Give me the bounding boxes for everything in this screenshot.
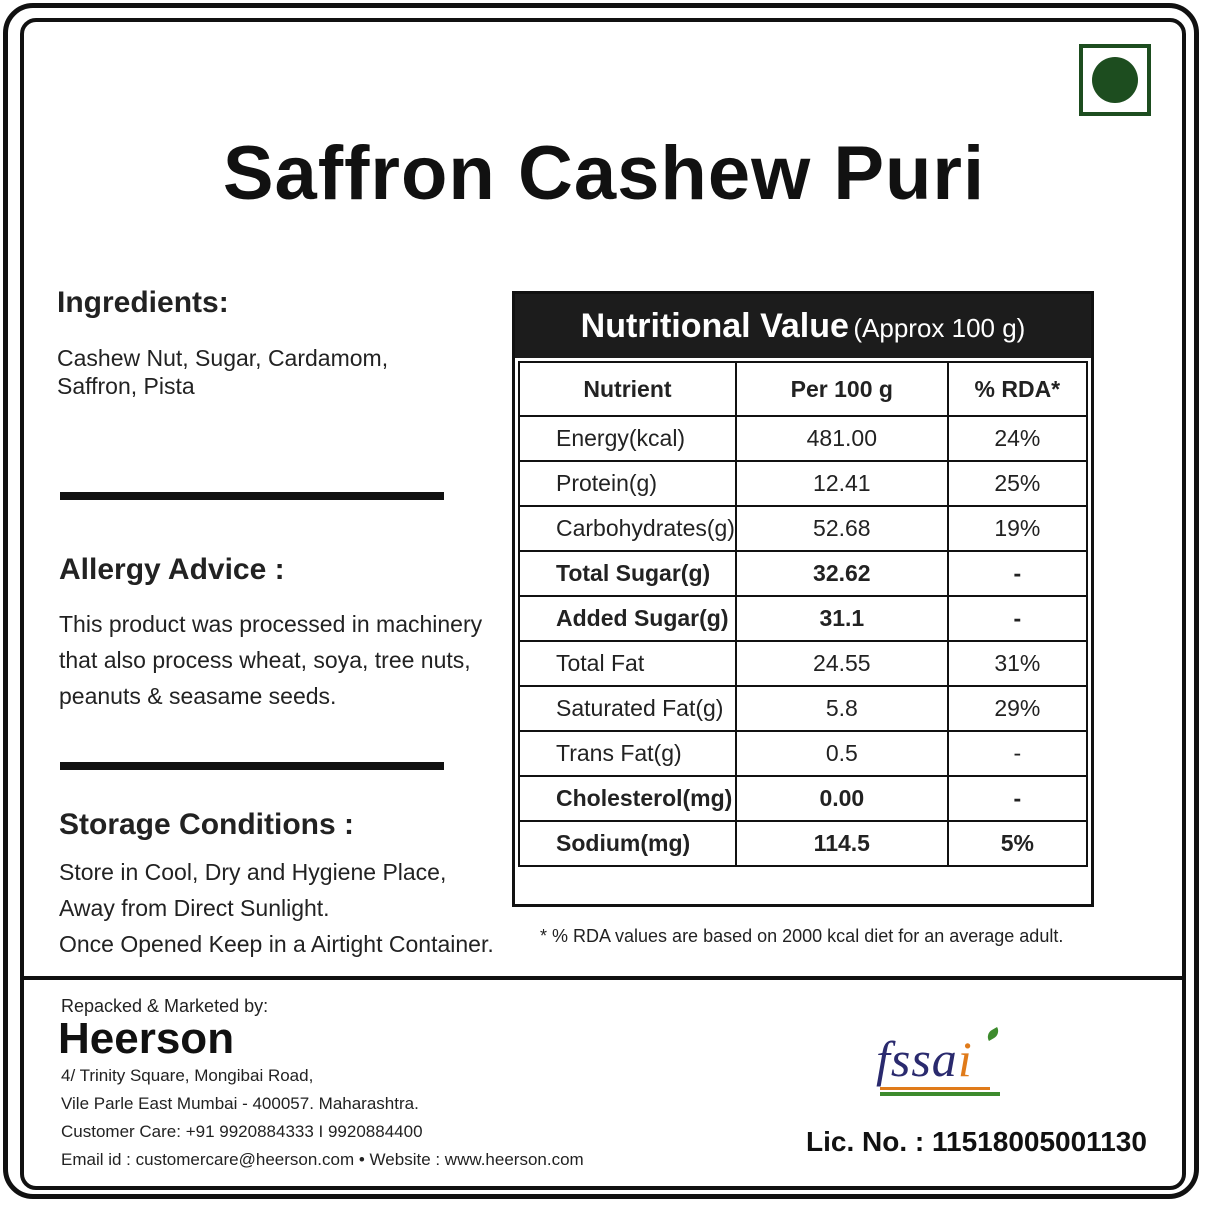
- fssai-underline-orange: [880, 1087, 990, 1090]
- nutrient-name: Saturated Fat(g): [519, 686, 736, 731]
- nutrient-per100: 12.41: [736, 461, 948, 506]
- ingredients-heading: Ingredients:: [57, 286, 229, 319]
- nutrition-header: [515, 294, 1091, 358]
- nutrient-name: Total Fat: [519, 641, 736, 686]
- address-line-2: Vile Parle East Mumbai - 400057. Maharashtra.: [61, 1094, 419, 1113]
- nutrient-name: Added Sugar(g): [519, 596, 736, 641]
- veg-dot: [1092, 57, 1138, 103]
- table-row: [519, 821, 1087, 866]
- nutrient-per100: 24.55: [736, 641, 948, 686]
- veg-symbol-icon: [1079, 44, 1151, 116]
- nutrition-subtitle: (Approx 100 g): [853, 313, 1026, 343]
- nutrient-rda: -: [948, 776, 1087, 821]
- rda-footnote: * % RDA values are based on 2000 kcal diet for an average adult.: [540, 926, 1064, 946]
- storage-line: Store in Cool, Dry and Hygiene Place,: [59, 859, 447, 885]
- allergy-text: [59, 606, 482, 714]
- product-title: Saffron Cashew Puri: [222, 131, 986, 216]
- table-row: [519, 776, 1087, 821]
- column-header-rda: % RDA*: [948, 362, 1087, 416]
- nutrient-per100: 5.8: [736, 686, 948, 731]
- nutrient-rda: 25%: [948, 461, 1087, 506]
- nutrient-rda: -: [948, 551, 1087, 596]
- fssai-logo-i: i: [957, 1031, 973, 1087]
- table-row: [519, 686, 1087, 731]
- fssai-logo-text: fssa: [876, 1031, 958, 1087]
- nutrient-name: Total Sugar(g): [519, 551, 736, 596]
- nutrient-per100: 0.5: [736, 731, 948, 776]
- nutrient-name: Sodium(mg): [519, 821, 736, 866]
- license-number: Lic. No. : 11518005001130: [806, 1126, 1147, 1157]
- nutrient-rda: 31%: [948, 641, 1087, 686]
- nutrition-grid: [518, 361, 1088, 867]
- nutrient-per100: 114.5: [736, 821, 948, 866]
- table-row: [519, 506, 1087, 551]
- section-divider: [60, 762, 444, 770]
- table-row: [519, 731, 1087, 776]
- table-header-row: [519, 362, 1087, 416]
- nutrient-name: Trans Fat(g): [519, 731, 736, 776]
- nutrient-per100: 32.62: [736, 551, 948, 596]
- table-row: [519, 416, 1087, 461]
- storage-line: Away from Direct Sunlight.: [59, 895, 330, 921]
- marketer-label: Repacked & Marketed by:: [61, 996, 269, 1016]
- table-row: [519, 461, 1087, 506]
- fssai-underline-green: [880, 1092, 1000, 1096]
- nutrient-per100: 52.68: [736, 506, 948, 551]
- nutrient-per100: 481.00: [736, 416, 948, 461]
- nutrient-name: Cholesterol(mg): [519, 776, 736, 821]
- nutrient-rda: -: [948, 731, 1087, 776]
- section-divider: [60, 492, 444, 500]
- nutrient-rda: -: [948, 596, 1087, 641]
- customer-care: Customer Care: +91 9920884333 I 9920884400: [61, 1122, 423, 1141]
- nutrition-title: Nutritional Value: [580, 307, 849, 345]
- nutrient-per100: 0.00: [736, 776, 948, 821]
- fssai-logo-icon: [876, 1030, 973, 1088]
- ingredients-line: Saffron, Pista: [57, 373, 195, 399]
- allergy-line: that also process wheat, soya, tree nuts,: [59, 647, 471, 673]
- nutrient-per100: 31.1: [736, 596, 948, 641]
- table-row: [519, 596, 1087, 641]
- storage-line: Once Opened Keep in a Airtight Container.: [59, 931, 494, 957]
- nutrient-name: Protein(g): [519, 461, 736, 506]
- allergy-heading: Allergy Advice :: [59, 553, 285, 586]
- nutrient-name: Carbohydrates(g): [519, 506, 736, 551]
- nutrient-name: Energy(kcal): [519, 416, 736, 461]
- nutrient-rda: 5%: [948, 821, 1087, 866]
- contact-line: Email id : customercare@heerson.com • Website : www.heerson.com: [61, 1150, 584, 1169]
- column-header-nutrient: Nutrient: [519, 362, 736, 416]
- table-row: [519, 551, 1087, 596]
- storage-text: [59, 854, 494, 962]
- allergy-line: This product was processed in machinery: [59, 611, 483, 637]
- ingredients-text: [57, 344, 388, 400]
- nutrient-rda: 19%: [948, 506, 1087, 551]
- address-line-1: 4/ Trinity Square, Mongibai Road,: [61, 1066, 314, 1085]
- nutrition-table: [512, 291, 1094, 907]
- table-row: [519, 641, 1087, 686]
- nutrient-rda: 24%: [948, 416, 1087, 461]
- column-header-per100: Per 100 g: [736, 362, 948, 416]
- ingredients-line: Cashew Nut, Sugar, Cardamom,: [57, 345, 389, 371]
- brand-name: Heerson: [58, 1014, 235, 1063]
- nutrient-rda: 29%: [948, 686, 1087, 731]
- storage-heading: Storage Conditions :: [59, 808, 354, 841]
- footer-divider: [22, 976, 1186, 980]
- allergy-line: peanuts & seasame seeds.: [59, 683, 337, 709]
